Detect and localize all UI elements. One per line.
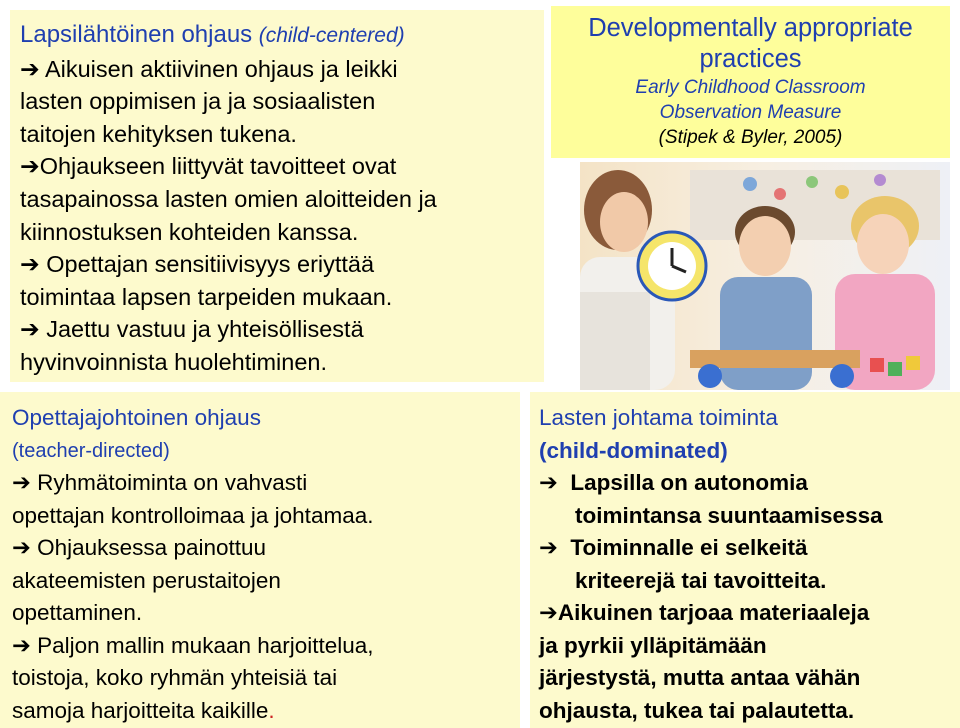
child-dominated-line-6: ja pyrkii ylläpitämään (539, 632, 767, 658)
arrow-icon: ➔ (539, 535, 558, 561)
teacher-directed-line-6: Paljon mallin mukaan harjoittelua, (37, 632, 374, 658)
child-centered-line-9: Jaettu vastuu ja yhteisöllisestä (46, 316, 364, 343)
child-centered-line-10: hyvinvoinnista huolehtiminen. (20, 348, 327, 375)
red-period: . (268, 697, 275, 723)
child-centered-line-2: lasten oppimisen ja ja sosiaalisten (20, 88, 376, 115)
teacher-directed-line-4: akateemisten perustaitojen (12, 567, 281, 593)
arrow-icon: ➔ (20, 152, 40, 181)
child-dominated-line-8: ohjausta, tukea tai palautetta. (539, 697, 855, 723)
child-dominated-line-1: Lapsilla on autonomia (570, 470, 808, 495)
arrow-icon: ➔ (12, 535, 31, 561)
child-centered-line-7: Opettajan sensitiivisyys eriyttää (46, 251, 375, 278)
child-centered-line-3: taitojen kehityksen tukena. (20, 120, 297, 147)
arrow-icon: ➔ (20, 54, 40, 83)
dap-title-line-1: Developmentally appropriate (588, 14, 913, 42)
arrow-icon: ➔ (539, 470, 558, 496)
teacher-directed-line-8: samoja harjoitteita kaikille (12, 697, 269, 723)
child-dominated-line-5: Aikuinen tarjoaa materiaaleja (557, 600, 870, 625)
arrow-icon: ➔ (12, 470, 31, 496)
teacher-directed-subtitle: (teacher-directed) (12, 439, 170, 462)
teacher-directed-line-5: opettaminen. (12, 600, 143, 625)
child-dominated-box (530, 392, 960, 728)
arrow-icon: ➔ (12, 632, 31, 659)
child-dominated-line-4: kriteerejä tai tavoitteita. (575, 567, 827, 593)
child-centered-line-5: tasapainossa lasten omien aloitteiden ja (20, 185, 437, 212)
classroom-photo (580, 162, 950, 390)
child-centered-line-8: toimintaa lapsen tarpeiden mukaan. (20, 283, 393, 310)
child-centered-box (10, 10, 544, 382)
child-centered-title: Lapsilähtöinen ohjaus (20, 21, 253, 48)
arrow-icon: ➔ (20, 315, 40, 344)
child-dominated-line-7: järjestystä, mutta antaa vähän (539, 665, 861, 690)
child-dominated-line-3: Toiminnalle ei selkeitä (570, 535, 808, 560)
child-centered-line-6: kiinnostuksen kohteiden kanssa. (20, 218, 359, 245)
citation: (Stipek & Byler, 2005) (658, 127, 843, 148)
arrow-icon: ➔ (20, 250, 40, 279)
measure-line-2: Observation Measure (659, 102, 842, 123)
teacher-directed-line-2: opettajan kontrolloimaa ja johtamaa. (12, 502, 374, 528)
teacher-directed-box (0, 392, 520, 728)
child-dominated-title: Lasten johtama toiminta (539, 405, 778, 430)
arrow-icon: ➔ (539, 600, 558, 626)
teacher-directed-title: Opettajajohtoinen ohjaus (12, 405, 261, 430)
teacher-directed-line-1: Ryhmätoiminta on vahvasti (37, 470, 308, 495)
child-centered-subtitle: (child-centered) (258, 24, 405, 47)
teacher-directed-line-3: Ohjauksessa painottuu (37, 535, 267, 560)
child-centered-line-4: Ohjaukseen liittyvät tavoitteet ovat (39, 153, 397, 180)
dap-title-line-2: practices (699, 45, 802, 73)
dap-box (551, 6, 950, 158)
teacher-children-clock-photo-icon (580, 162, 950, 390)
child-dominated-subtitle: (child-dominated) (539, 437, 728, 463)
child-centered-line-1: Aikuisen aktiivinen ohjaus ja leikki (44, 55, 398, 82)
measure-line-1: Early Childhood Classroom (635, 77, 866, 98)
child-dominated-line-2: toimintansa suuntaamisessa (575, 502, 883, 528)
teacher-directed-line-7: toistoja, koko ryhmän yhteisiä tai (12, 665, 338, 690)
